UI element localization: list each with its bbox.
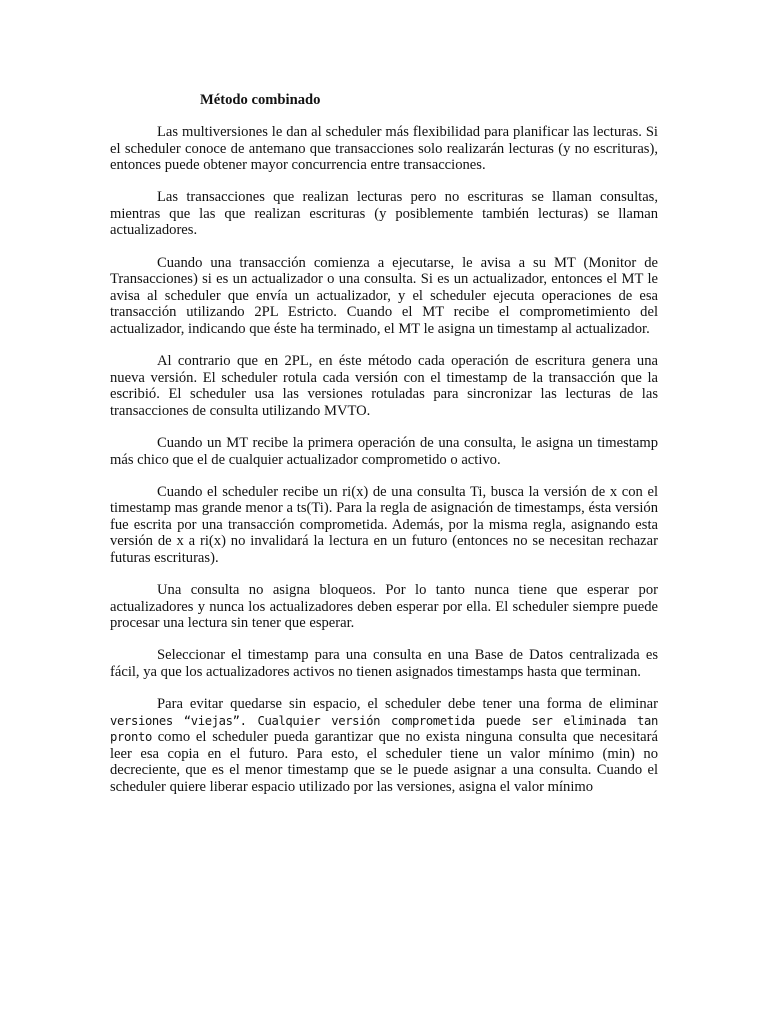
document-title: Método combinado (200, 92, 321, 108)
paragraph-5: Cuando un MT recibe la primera operación de una consulta, le asigna un timestamp más chico que el de cualquier actualizador comprometido o activo. (110, 434, 658, 468)
paragraph-2: Las transacciones que realizan lecturas pero no escrituras se llaman consultas, mientras que las que realizan escrituras (y posiblemente también lecturas) se llaman actualizadores. (110, 189, 658, 239)
paragraph-1: Las multiversiones le dan al scheduler más flexibilidad para planificar las lecturas. Si el scheduler conoce de antemano que transacciones solo realizarán lecturas (y no escrituras), entonces puede obtener mayor concurrencia entre transacciones. (110, 124, 658, 174)
paragraph-6: Cuando el scheduler recibe un ri(x) de una consulta Ti, busca la versión de x con el timestamp mas grande menor a ts(Ti). Para la regla de asignación de timestamps, ésta versión fue escrita por una transacción comprometida. Además, por la misma regla, asignando esta versión de x a ri(x) no invalidará la lectura en un futuro (entonces no se necesitan rechazar futuras escrituras). (110, 483, 658, 566)
paragraph-3: Cuando una transacción comienza a ejecutarse, le avisa a su MT (Monitor de Transacciones) si es un actualizador o una consulta. Si es un actualizador, entonces el MT le avisa al scheduler que envía un actualizador, y el scheduler ejecuta operaciones de esa transacción utilizando 2PL Estricto. Cuando el MT recibe el comprometimiento del actualizador, indicando que éste ha terminado, el MT le asigna un timestamp al actualizador. (110, 254, 658, 337)
paragraph-4: Al contrario que en 2PL, en éste método cada operación de escritura genera una nueva versión. El scheduler rotula cada versión con el timestamp de la transacción que la escribió. El scheduler usa las versiones rotuladas para sincronizar las lecturas de las transacciones de consulta utilizando MVTO. (110, 353, 658, 419)
document-page (110, 91, 658, 811)
paragraph-9-part-1: Para evitar quedarse sin espacio, el scheduler debe tener una forma de eliminar (157, 696, 658, 713)
paragraph-9 (110, 696, 658, 796)
paragraph-7: Una consulta no asigna bloqueos. Por lo tanto nunca tiene que esperar por actualizadores y nunca los actualizadores deben esperar por ella. El scheduler siempre puede procesar una lectura sin tener que esperar. (110, 582, 658, 632)
paragraph-8: Seleccionar el timestamp para una consulta en una Base de Datos centralizada es fácil, ya que los actualizadores activos no tienen asignados timestamps hasta que terminan. (110, 647, 658, 680)
paragraph-9-monospace-run: versiones “viejas”. Cualquier versión comprometida puede ser eliminada tan pronto (110, 713, 658, 745)
paragraph-9-part-2: como el scheduler pueda garantizar que no exista ninguna consulta que necesitará leer esa copia en el futuro. Para esto, el scheduler tiene un valor mínimo (min) no decreciente, que es el menor timestamp que se le puede asignar a una consulta. Cuando el scheduler quiere liberar espacio utilizado por las versiones, asigna el valor mínimo (110, 729, 658, 795)
